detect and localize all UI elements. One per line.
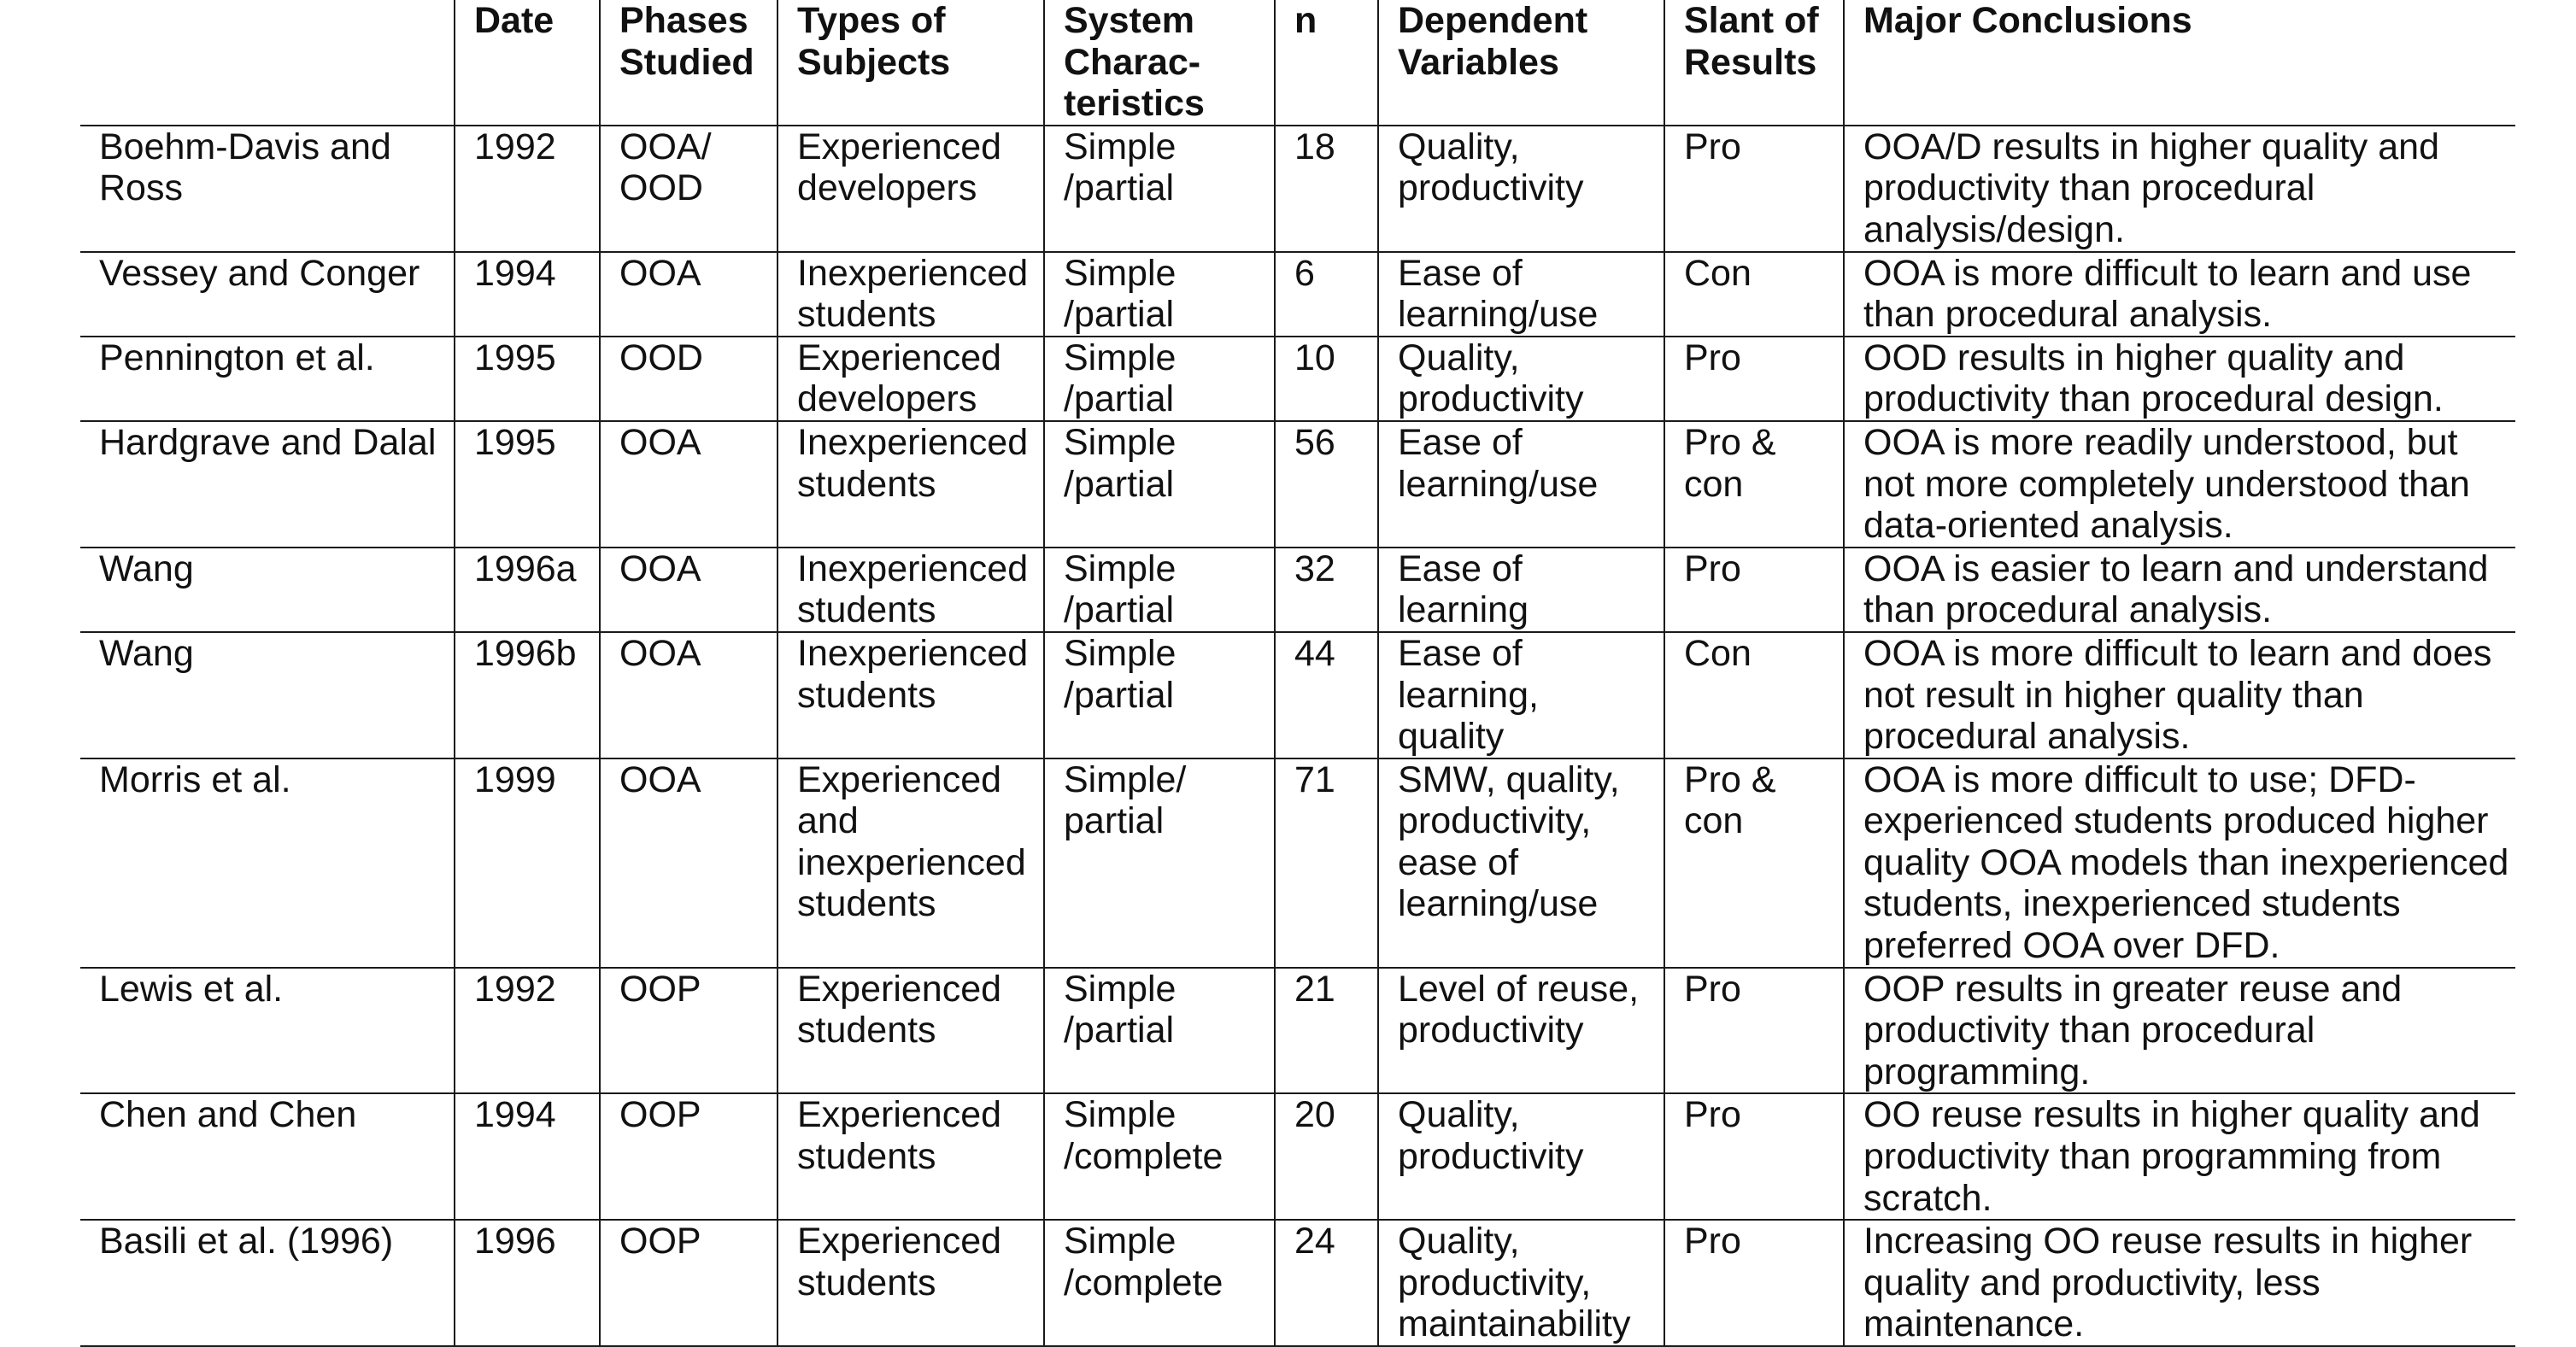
- slant-cell: Con: [1664, 632, 1844, 758]
- date-cell: 1995: [455, 421, 600, 548]
- phases-cell: OOA: [600, 421, 777, 548]
- study-cell: Vessey and Conger: [80, 252, 455, 337]
- conclusion-cell: OOA is more difficult to learn and use than procedural analysis.: [1844, 252, 2515, 337]
- slant-cell: Con: [1664, 252, 1844, 337]
- dependent-cell: Quality, productivity: [1378, 337, 1664, 421]
- conclusion-cell: OOD results in higher quality and productivity than procedural design.: [1844, 337, 2515, 421]
- table-row: [80, 1220, 2515, 1346]
- system-cell: Simple /partial: [1044, 252, 1275, 337]
- system-cell: Simple /partial: [1044, 126, 1275, 252]
- n-cell: 56: [1275, 421, 1378, 548]
- dependent-cell: Ease of learning/use: [1378, 252, 1664, 337]
- conclusion-cell: OOA/D results in higher quality and productivity than procedural analysis/design.: [1844, 126, 2515, 252]
- table-row: [80, 548, 2515, 632]
- subjects-cell: Inexperienced students: [777, 632, 1044, 758]
- n-cell: 32: [1275, 548, 1378, 632]
- n-cell: 21: [1275, 968, 1378, 1094]
- header-phases-studied: Phases Studied: [600, 0, 777, 126]
- dependent-cell: Quality, productivity: [1378, 126, 1664, 252]
- dependent-cell: SMW, quality, productivity, ease of learning/use: [1378, 758, 1664, 968]
- study-cell: Boehm-Davis and Ross: [80, 126, 455, 252]
- header-n: n: [1275, 0, 1378, 126]
- table-row: [80, 758, 2515, 968]
- table-row: [80, 337, 2515, 421]
- table-row: [80, 632, 2515, 758]
- phases-cell: OOA: [600, 632, 777, 758]
- subjects-cell: Experienced students: [777, 1093, 1044, 1220]
- system-cell: Simple /partial: [1044, 421, 1275, 548]
- conclusion-cell: OOA is more difficult to learn and does not result in higher quality than procedural analysis.: [1844, 632, 2515, 758]
- date-cell: 1992: [455, 968, 600, 1094]
- table-row: [80, 968, 2515, 1094]
- header-types-of-subjects: Types of Subjects: [777, 0, 1044, 126]
- date-cell: 1999: [455, 758, 600, 968]
- conclusion-cell: OO reuse results in higher quality and productivity than programming from scratch.: [1844, 1093, 2515, 1220]
- date-cell: 1996b: [455, 632, 600, 758]
- dependent-cell: Ease of learning/use: [1378, 421, 1664, 548]
- subjects-cell: Inexperienced students: [777, 252, 1044, 337]
- date-cell: 1996: [455, 1220, 600, 1346]
- table-row: [80, 252, 2515, 337]
- phases-cell: OOA/ OOD: [600, 126, 777, 252]
- subjects-cell: Experienced students: [777, 1220, 1044, 1346]
- study-cell: Pennington et al.: [80, 337, 455, 421]
- subjects-cell: Inexperienced students: [777, 421, 1044, 548]
- n-cell: 44: [1275, 632, 1378, 758]
- study-cell: Wang: [80, 548, 455, 632]
- n-cell: 20: [1275, 1093, 1378, 1220]
- slant-cell: Pro: [1664, 968, 1844, 1094]
- study-cell: Basili et al. (1996): [80, 1220, 455, 1346]
- studies-table: [80, 0, 2515, 1347]
- n-cell: 24: [1275, 1220, 1378, 1346]
- conclusion-cell: OOA is more readily understood, but not more completely understood than data-oriented analysis.: [1844, 421, 2515, 548]
- date-cell: 1992: [455, 126, 600, 252]
- dependent-cell: Ease of learning: [1378, 548, 1664, 632]
- subjects-cell: Experienced developers: [777, 126, 1044, 252]
- date-cell: 1994: [455, 252, 600, 337]
- conclusion-cell: Increasing OO reuse results in higher quality and productivity, less maintenance.: [1844, 1220, 2515, 1346]
- slant-cell: Pro & con: [1664, 758, 1844, 968]
- system-cell: Simple/ partial: [1044, 758, 1275, 968]
- slant-cell: Pro & con: [1664, 421, 1844, 548]
- system-cell: Simple /complete: [1044, 1220, 1275, 1346]
- header-date: Date: [455, 0, 600, 126]
- study-cell: Hardgrave and Dalal: [80, 421, 455, 548]
- system-cell: Simple /partial: [1044, 548, 1275, 632]
- date-cell: 1994: [455, 1093, 600, 1220]
- table-row: [80, 1093, 2515, 1220]
- study-cell: Morris et al.: [80, 758, 455, 968]
- system-cell: Simple /partial: [1044, 337, 1275, 421]
- header-dependent-variables: Dependent Variables: [1378, 0, 1664, 126]
- conclusion-cell: OOA is easier to learn and understand than procedural analysis.: [1844, 548, 2515, 632]
- n-cell: 71: [1275, 758, 1378, 968]
- phases-cell: OOA: [600, 252, 777, 337]
- phases-cell: OOA: [600, 758, 777, 968]
- slant-cell: Pro: [1664, 1220, 1844, 1346]
- subjects-cell: Experienced and inexperienced students: [777, 758, 1044, 968]
- subjects-cell: Inexperienced students: [777, 548, 1044, 632]
- dependent-cell: Ease of learning, quality: [1378, 632, 1664, 758]
- phases-cell: OOA: [600, 548, 777, 632]
- system-cell: Simple /complete: [1044, 1093, 1275, 1220]
- dependent-cell: Quality, productivity, maintainability: [1378, 1220, 1664, 1346]
- slant-cell: Pro: [1664, 337, 1844, 421]
- subjects-cell: Experienced students: [777, 968, 1044, 1094]
- dependent-cell: Level of reuse, productivity: [1378, 968, 1664, 1094]
- date-cell: 1996a: [455, 548, 600, 632]
- phases-cell: OOD: [600, 337, 777, 421]
- header-study: [80, 0, 455, 126]
- n-cell: 6: [1275, 252, 1378, 337]
- header-system-characteristics: System Charac- teristics: [1044, 0, 1275, 126]
- conclusion-cell: OOP results in greater reuse and productivity than procedural programming.: [1844, 968, 2515, 1094]
- table-row: [80, 421, 2515, 548]
- slant-cell: Pro: [1664, 1093, 1844, 1220]
- header-major-conclusions: Major Conclusions: [1844, 0, 2515, 126]
- study-cell: Chen and Chen: [80, 1093, 455, 1220]
- dependent-cell: Quality, productivity: [1378, 1093, 1664, 1220]
- phases-cell: OOP: [600, 1093, 777, 1220]
- phases-cell: OOP: [600, 1220, 777, 1346]
- system-cell: Simple /partial: [1044, 632, 1275, 758]
- study-cell: Wang: [80, 632, 455, 758]
- n-cell: 10: [1275, 337, 1378, 421]
- table-row: [80, 126, 2515, 252]
- n-cell: 18: [1275, 126, 1378, 252]
- study-cell: Lewis et al.: [80, 968, 455, 1094]
- conclusion-cell: OOA is more difficult to use; DFD-experienced students produced higher quality OOA models than inexperienced students, inexperienced students preferred OOA over DFD.: [1844, 758, 2515, 968]
- header-slant-of-results: Slant of Results: [1664, 0, 1844, 126]
- phases-cell: OOP: [600, 968, 777, 1094]
- header-row: [80, 0, 2515, 126]
- subjects-cell: Experienced developers: [777, 337, 1044, 421]
- slant-cell: Pro: [1664, 126, 1844, 252]
- date-cell: 1995: [455, 337, 600, 421]
- system-cell: Simple /partial: [1044, 968, 1275, 1094]
- slant-cell: Pro: [1664, 548, 1844, 632]
